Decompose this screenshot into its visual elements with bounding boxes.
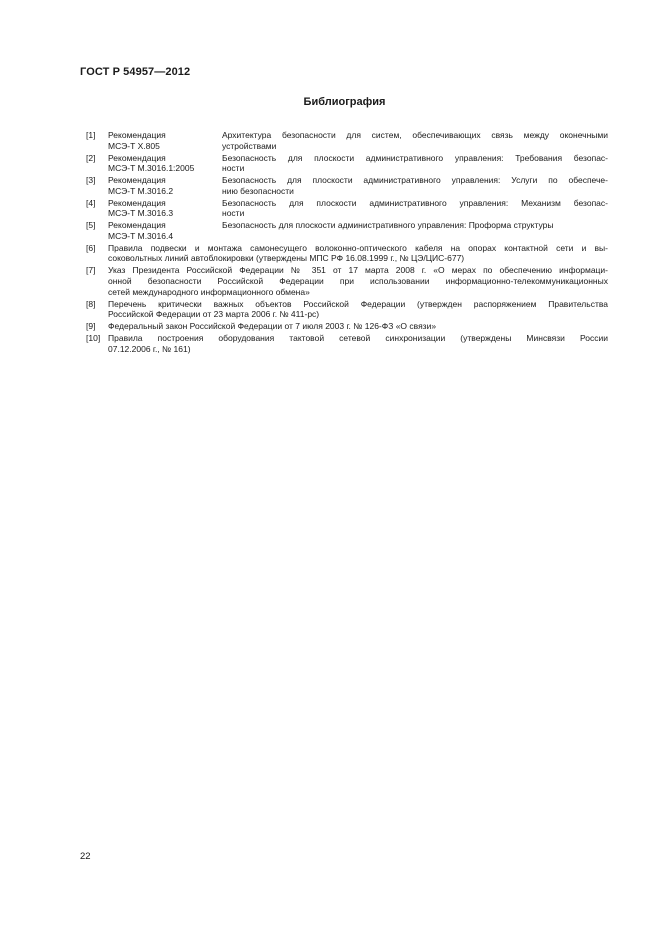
document-header: ГОСТ Р 54957—2012 — [80, 66, 191, 78]
entry-number: [5] — [86, 220, 96, 231]
entry-number: [10] — [86, 333, 101, 344]
entry-line: Правила подвески и монтажа самонесущего волоконно-оптического кабеля на опорах контактной сети и вы- — [108, 242, 608, 253]
entry-line: Указ Президента Российской Федерации № 351 от 17 марта 2008 г. «О мерах по обеспечению информаци- — [108, 265, 608, 276]
entry-text — [108, 321, 608, 332]
entry-number: [7] — [86, 265, 96, 276]
entry-line: Российской Федерации от 23 марта 2006 г. № 411-рс) — [108, 309, 320, 320]
entry-line: сетей международного информационного обмена» — [108, 286, 310, 297]
source-line: МСЭ-Т М.3016.3 — [108, 208, 174, 219]
description-line: ности — [222, 208, 245, 219]
entry-source — [108, 130, 222, 151]
entry-number: [6] — [86, 242, 96, 253]
description-line: Безопасность для плоскости административного управления: Требования безопас- — [222, 152, 608, 163]
description-line: Безопасность для плоскости административного управления: Услуги по обеспече- — [222, 175, 608, 186]
description-line: устройствами — [222, 140, 277, 151]
entry-line: соковольтных линий автоблокировки (утверждены МПС РФ 16.08.1999 г., № ЦЭ/ЦИС-677) — [108, 253, 465, 264]
description-line: ности — [222, 163, 245, 174]
entry-description — [222, 130, 608, 151]
bibliography-entry — [86, 130, 608, 151]
description-line: Безопасность для плоскости административного управления: Проформа структуры — [222, 220, 554, 231]
entry-text — [108, 265, 608, 297]
entry-text — [108, 333, 608, 354]
entry-number: [8] — [86, 298, 96, 309]
description-line: Безопасность для плоскости административного управления: Механизм безопас- — [222, 197, 608, 208]
entry-number: [4] — [86, 197, 96, 208]
entry-number: [3] — [86, 175, 96, 186]
source-line: МСЭ-Т М.3016.4 — [108, 230, 174, 241]
source-line: МСЭ-Т Х.805 — [108, 140, 160, 151]
bibliography-entry — [86, 299, 608, 320]
source-line: МСЭ-Т М.3016.2 — [108, 185, 174, 196]
bibliography-list — [86, 130, 608, 356]
bibliography-entry — [86, 243, 608, 264]
entry-description — [222, 198, 608, 219]
entry-number: [2] — [86, 152, 96, 163]
source-line: Рекомендация — [108, 197, 166, 208]
bibliography-entry — [86, 220, 608, 241]
entry-text — [108, 299, 608, 320]
entry-line: онной безопасности Российской Федерации при использовании информационно-телекоммуникационных — [108, 276, 608, 287]
page-number: 22 — [80, 851, 91, 862]
source-line: Рекомендация — [108, 152, 166, 163]
entry-description — [222, 175, 608, 196]
description-line: нию безопасности — [222, 185, 294, 196]
entry-text — [108, 243, 608, 264]
source-line: Рекомендация — [108, 220, 166, 231]
bibliography-entry — [86, 265, 608, 297]
source-line: МСЭ-Т М.3016.1:2005 — [108, 163, 195, 174]
entry-number: [1] — [86, 130, 96, 140]
bibliography-entry — [86, 175, 608, 196]
entry-source — [108, 153, 222, 174]
description-line: Архитектура безопасности для систем, обеспечивающих связь между оконечными — [222, 130, 608, 140]
source-line: Рекомендация — [108, 130, 166, 140]
bibliography-entry — [86, 153, 608, 174]
entry-source — [108, 220, 222, 241]
entry-line: Перечень критически важных объектов Российской Федерации (утвержден распоряжением Правительства — [108, 298, 608, 309]
entry-description — [222, 220, 608, 241]
entry-number: [9] — [86, 321, 96, 332]
bibliography-entry — [86, 321, 608, 332]
entry-source — [108, 175, 222, 196]
entry-line: Правила построения оборудования тактовой сетевой синхронизации (утверждены Минсвязи России — [108, 333, 608, 344]
section-title: Библиография — [303, 96, 386, 108]
bibliography-entry — [86, 198, 608, 219]
entry-line: 07.12.2006 г., № 161) — [108, 343, 191, 354]
bibliography-entry — [86, 333, 608, 354]
entry-source — [108, 198, 222, 219]
source-line: Рекомендация — [108, 175, 166, 186]
entry-line: Федеральный закон Российской Федерации от 7 июля 2003 г. № 126-ФЗ «О связи» — [108, 321, 437, 332]
entry-description — [222, 153, 608, 174]
